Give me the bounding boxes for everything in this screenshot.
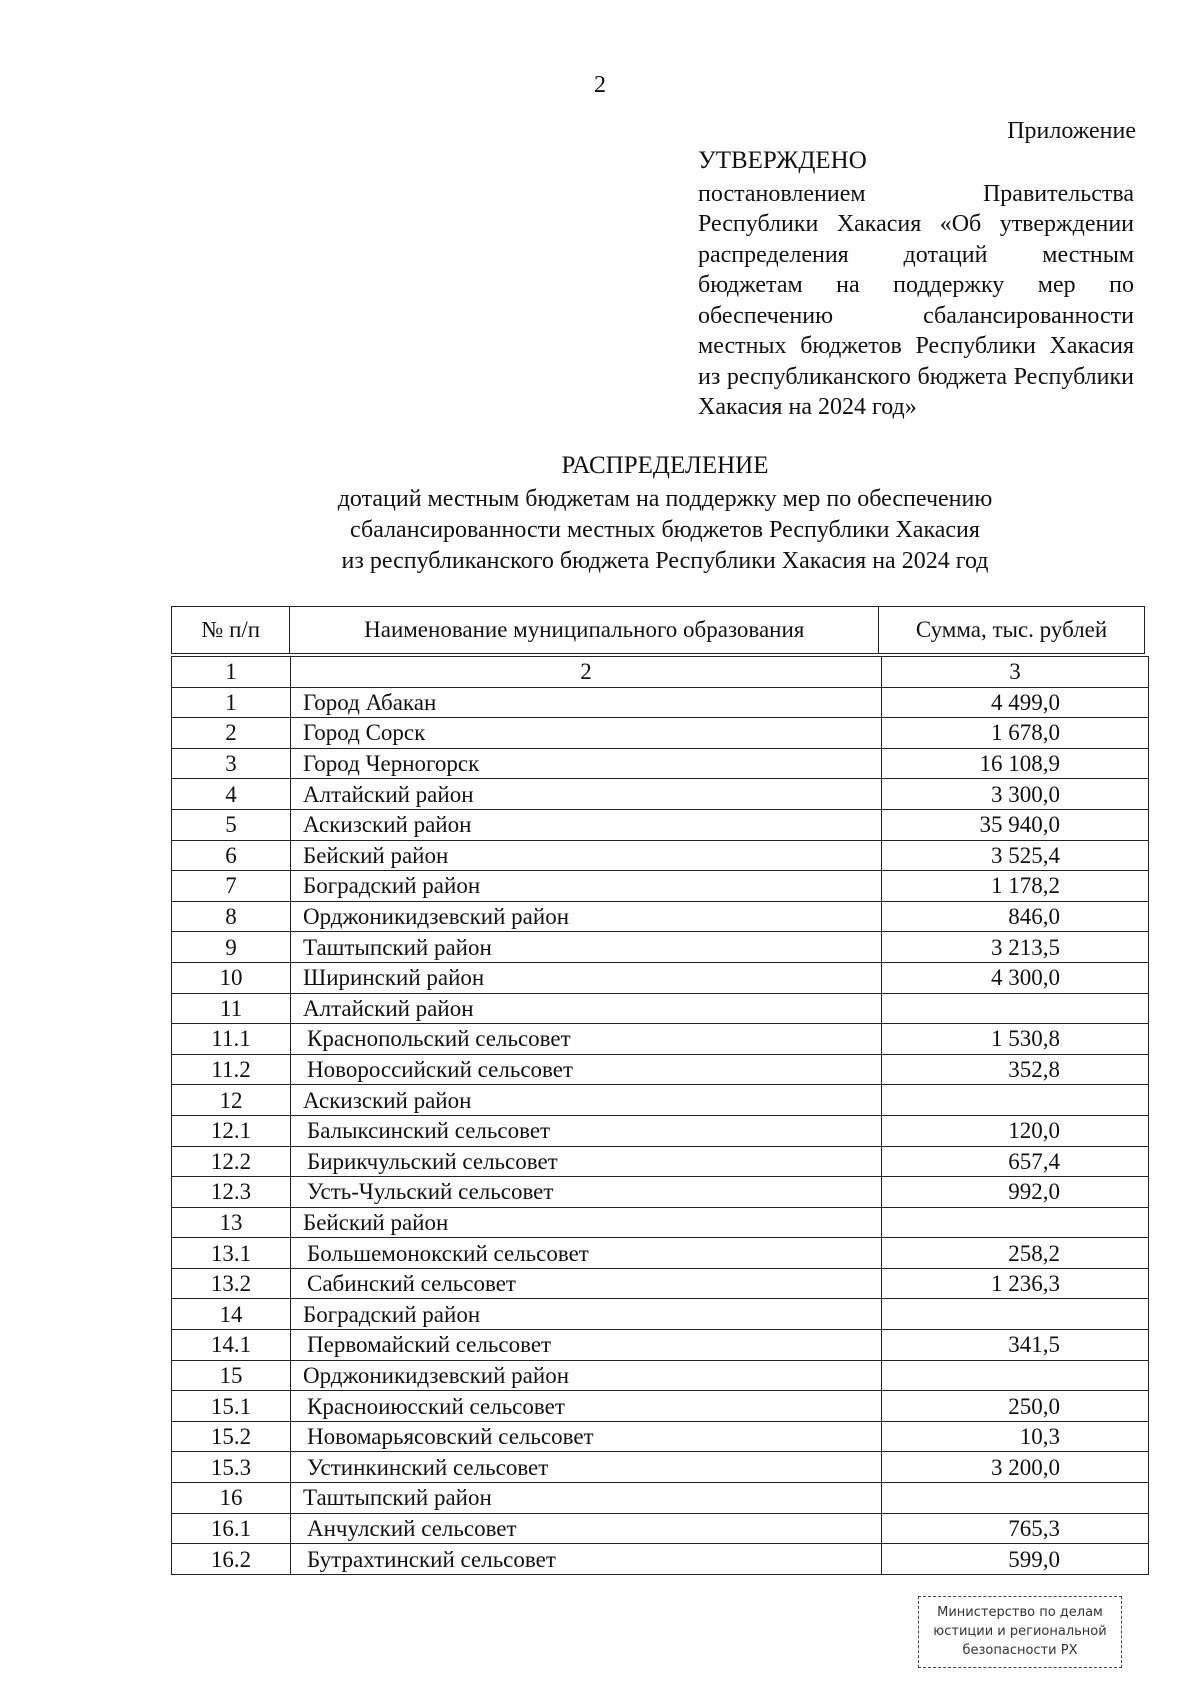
row-sum: 1 236,3 bbox=[882, 1268, 1149, 1299]
row-number: 15.2 bbox=[172, 1421, 291, 1452]
row-sum: 120,0 bbox=[882, 1115, 1149, 1146]
row-name: Новороссийский сельсовет bbox=[291, 1054, 882, 1085]
table-row bbox=[172, 1544, 1149, 1575]
row-sum: 657,4 bbox=[882, 1146, 1149, 1177]
row-name: Усть-Чульский сельсовет bbox=[291, 1177, 882, 1208]
row-sum: 341,5 bbox=[882, 1330, 1149, 1361]
table-row bbox=[172, 993, 1149, 1024]
row-sum: 3 213,5 bbox=[882, 932, 1149, 963]
row-name: Новомарьясовский сельсовет bbox=[291, 1421, 882, 1452]
row-number: 6 bbox=[172, 840, 291, 871]
row-name: Бутрахтинский сельсовет bbox=[291, 1544, 882, 1575]
row-number: 4 bbox=[172, 779, 291, 810]
table-row bbox=[172, 1238, 1149, 1269]
row-number: 12 bbox=[172, 1085, 291, 1116]
table-row bbox=[172, 962, 1149, 993]
page-number: 2 bbox=[594, 72, 606, 98]
subtitle-line-1: дотаций местным бюджетам на поддержку мер по обеспечению bbox=[337, 486, 993, 512]
row-sum: 1 678,0 bbox=[882, 718, 1149, 749]
row-number: 11 bbox=[172, 993, 291, 1024]
row-sum: 35 940,0 bbox=[882, 809, 1149, 840]
row-sum bbox=[882, 1299, 1149, 1330]
table-row bbox=[172, 779, 1149, 810]
table-row bbox=[172, 1024, 1149, 1055]
row-name: Алтайский район bbox=[291, 779, 882, 810]
row-name: Алтайский район bbox=[291, 993, 882, 1024]
table-row bbox=[172, 1330, 1149, 1361]
row-sum: 4 300,0 bbox=[882, 962, 1149, 993]
row-number: 15.3 bbox=[172, 1452, 291, 1483]
table-row bbox=[172, 840, 1149, 871]
table-header bbox=[171, 606, 1145, 654]
row-sum: 3 200,0 bbox=[882, 1452, 1149, 1483]
row-name: Краснопольский сельсовет bbox=[291, 1024, 882, 1055]
row-number: 13.1 bbox=[172, 1238, 291, 1269]
table-row bbox=[172, 1483, 1149, 1514]
row-name: Балыксинский сельсовет bbox=[291, 1115, 882, 1146]
distribution-table bbox=[171, 656, 1149, 1575]
row-name: Бирикчульский сельсовет bbox=[291, 1146, 882, 1177]
stamp-line-2: юстиции и региональной bbox=[933, 1624, 1107, 1639]
row-number: 13 bbox=[172, 1207, 291, 1238]
column-number: 2 bbox=[291, 657, 882, 688]
row-name: Орджоникидзевский район bbox=[291, 901, 882, 932]
row-number: 16.2 bbox=[172, 1544, 291, 1575]
row-number: 1 bbox=[172, 687, 291, 718]
table-row bbox=[172, 1146, 1149, 1177]
header-num: № п/п bbox=[172, 607, 290, 654]
row-name: Боградский район bbox=[291, 1299, 882, 1330]
row-number: 11.2 bbox=[172, 1054, 291, 1085]
row-number: 15.1 bbox=[172, 1391, 291, 1422]
appendix-label: Приложение bbox=[1007, 118, 1136, 144]
row-sum: 846,0 bbox=[882, 901, 1149, 932]
table-row bbox=[172, 718, 1149, 749]
table-row bbox=[172, 1115, 1149, 1146]
header-sum: Сумма, тыс. рублей bbox=[879, 607, 1145, 654]
table-row bbox=[172, 901, 1149, 932]
row-name: Аскизский район bbox=[291, 809, 882, 840]
row-number: 14 bbox=[172, 1299, 291, 1330]
subtitle-line-2: сбалансированности местных бюджетов Республики Хакасия bbox=[350, 517, 980, 543]
row-name: Сабинский сельсовет bbox=[291, 1268, 882, 1299]
row-sum: 352,8 bbox=[882, 1054, 1149, 1085]
table-row bbox=[172, 687, 1149, 718]
row-number: 10 bbox=[172, 962, 291, 993]
row-number: 12.3 bbox=[172, 1177, 291, 1208]
row-sum: 3 525,4 bbox=[882, 840, 1149, 871]
row-name: Большемонокский сельсовет bbox=[291, 1238, 882, 1269]
row-sum: 1 178,2 bbox=[882, 871, 1149, 902]
row-name: Бейский район bbox=[291, 840, 882, 871]
row-number: 12.2 bbox=[172, 1146, 291, 1177]
table-row bbox=[172, 1268, 1149, 1299]
table-row bbox=[172, 1299, 1149, 1330]
table-row bbox=[172, 1452, 1149, 1483]
row-sum: 599,0 bbox=[882, 1544, 1149, 1575]
row-name: Город Черногорск bbox=[291, 748, 882, 779]
table-row bbox=[172, 1207, 1149, 1238]
row-sum bbox=[882, 1360, 1149, 1391]
row-number: 16 bbox=[172, 1483, 291, 1514]
row-number: 13.2 bbox=[172, 1268, 291, 1299]
row-name: Аскизский район bbox=[291, 1085, 882, 1116]
row-number: 5 bbox=[172, 809, 291, 840]
row-name: Город Сорск bbox=[291, 718, 882, 749]
row-name: Устинкинский сельсовет bbox=[291, 1452, 882, 1483]
row-name: Город Абакан bbox=[291, 687, 882, 718]
row-sum bbox=[882, 993, 1149, 1024]
row-name: Таштыпский район bbox=[291, 1483, 882, 1514]
row-name: Первомайский сельсовет bbox=[291, 1330, 882, 1361]
row-name: Таштыпский район bbox=[291, 932, 882, 963]
row-name: Орджоникидзевский район bbox=[291, 1360, 882, 1391]
row-sum: 4 499,0 bbox=[882, 687, 1149, 718]
registration-stamp bbox=[918, 1596, 1122, 1668]
table-row bbox=[172, 1513, 1149, 1544]
row-number: 7 bbox=[172, 871, 291, 902]
table-row bbox=[172, 809, 1149, 840]
column-number: 3 bbox=[882, 657, 1149, 688]
column-number: 1 bbox=[172, 657, 291, 688]
row-sum: 765,3 bbox=[882, 1513, 1149, 1544]
document-subtitle bbox=[200, 484, 1130, 577]
table-row bbox=[172, 748, 1149, 779]
table-row bbox=[172, 871, 1149, 902]
row-number: 12.1 bbox=[172, 1115, 291, 1146]
row-number: 15 bbox=[172, 1360, 291, 1391]
row-name: Красноиюсский сельсовет bbox=[291, 1391, 882, 1422]
column-number-row bbox=[172, 657, 1149, 688]
row-number: 11.1 bbox=[172, 1024, 291, 1055]
table-row bbox=[172, 1054, 1149, 1085]
row-sum: 10,3 bbox=[882, 1421, 1149, 1452]
row-sum: 992,0 bbox=[882, 1177, 1149, 1208]
document-title: РАСПРЕДЕЛЕНИЕ bbox=[561, 452, 769, 479]
table-row bbox=[172, 932, 1149, 963]
row-number: 2 bbox=[172, 718, 291, 749]
table-row bbox=[172, 1360, 1149, 1391]
row-sum: 258,2 bbox=[882, 1238, 1149, 1269]
row-sum: 3 300,0 bbox=[882, 779, 1149, 810]
row-number: 14.1 bbox=[172, 1330, 291, 1361]
row-sum bbox=[882, 1483, 1149, 1514]
row-name: Боградский район bbox=[291, 871, 882, 902]
table-row bbox=[172, 1421, 1149, 1452]
row-name: Анчулский сельсовет bbox=[291, 1513, 882, 1544]
approval-block bbox=[698, 146, 1134, 423]
row-number: 16.1 bbox=[172, 1513, 291, 1544]
row-number: 9 bbox=[172, 932, 291, 963]
row-sum: 16 108,9 bbox=[882, 748, 1149, 779]
table-row bbox=[172, 1177, 1149, 1208]
row-number: 8 bbox=[172, 901, 291, 932]
approval-text: постановлением Правительства Республики Хакасия «Об утверждении распределения дотаций местным бюджетам на поддержку мер по обеспечению сбалансированности местных бюджетов Республики Хакасия из республиканского бюджета Республики Хакасия на 2024 год» bbox=[698, 180, 1134, 420]
table-row bbox=[172, 1085, 1149, 1116]
approval-title: УТВЕРЖДЕНО bbox=[698, 147, 867, 174]
subtitle-line-3: из республиканского бюджета Республики Хакасия на 2024 год bbox=[341, 548, 989, 574]
row-sum bbox=[882, 1085, 1149, 1116]
row-name: Ширинский район bbox=[291, 962, 882, 993]
row-sum: 250,0 bbox=[882, 1391, 1149, 1422]
stamp-line-3: безопасности РХ bbox=[962, 1643, 1078, 1658]
row-number: 3 bbox=[172, 748, 291, 779]
row-name: Бейский район bbox=[291, 1207, 882, 1238]
table-row bbox=[172, 1391, 1149, 1422]
row-sum bbox=[882, 1207, 1149, 1238]
row-sum: 1 530,8 bbox=[882, 1024, 1149, 1055]
header-name: Наименование муниципального образования bbox=[290, 607, 879, 654]
stamp-line-1: Министерство по делам bbox=[937, 1605, 1103, 1620]
